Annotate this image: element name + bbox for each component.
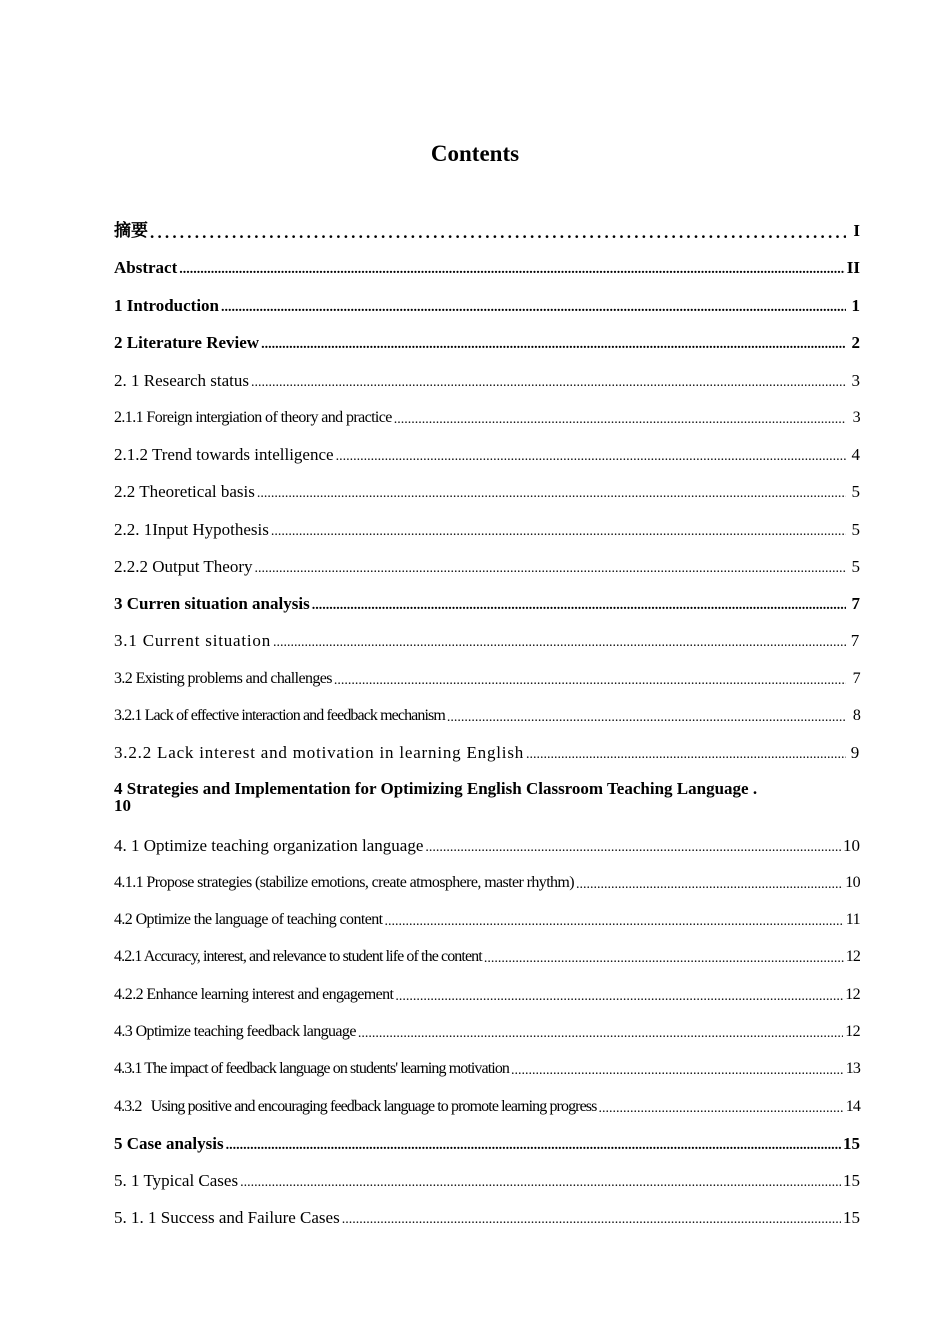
toc-entry-page: 15 (843, 1171, 860, 1190)
leader-dots (598, 1100, 843, 1118)
toc-entry-page: I (853, 221, 860, 240)
leader-dots (395, 988, 843, 1006)
toc-entry-page: 10 (843, 836, 860, 855)
toc-entry-label: 4.2 Optimize the language of teaching content (114, 911, 383, 928)
leader-dots (358, 1025, 843, 1043)
toc-entry-label: 3.2.2 Lack interest and motivation in learning English (114, 743, 525, 762)
toc-entry[interactable] (114, 517, 860, 541)
leader-dots (150, 224, 846, 242)
toc-entry-page: 1 (851, 296, 860, 315)
toc-entry[interactable] (114, 1056, 860, 1080)
toc-entry-page: 8 (852, 707, 860, 724)
toc-entry-page: 5 (851, 482, 860, 501)
toc-entry[interactable] (114, 218, 860, 242)
toc-entry-label: Abstract (114, 258, 178, 277)
toc-entry-label: 4.3.1 The impact of feedback language on students' learning motivation (114, 1060, 510, 1077)
leader-dots (484, 950, 844, 968)
leader-dots (384, 913, 843, 931)
leader-dots (511, 1062, 844, 1080)
page-title: Contents (430, 141, 520, 167)
toc-entry-label: 2.1.1 Foreign intergiation of theory and practice (114, 409, 392, 426)
toc-entry-page: II (846, 258, 860, 277)
toc-entry[interactable] (114, 591, 860, 615)
toc-entry[interactable] (114, 907, 860, 931)
toc-entry[interactable] (114, 368, 860, 392)
toc-entry[interactable] (114, 405, 860, 429)
toc-entry-page: 3 (852, 409, 860, 426)
toc-entry[interactable] (114, 1205, 860, 1229)
leader-dots (526, 746, 846, 764)
toc-entry-page: 14 (845, 1098, 860, 1115)
toc-entry-label: 5. 1. 1 Success and Failure Cases (114, 1208, 340, 1227)
toc-entry-label: 3.2.1 Lack of effective interaction and feedback mechanism (114, 707, 445, 724)
leader-dots (255, 560, 846, 578)
leader-dots (226, 1137, 841, 1155)
toc-entry-label: 1 Introduction (114, 296, 220, 315)
toc-entry[interactable] (114, 1094, 860, 1118)
toc-entry-label: 3.1 Current situation (114, 631, 272, 650)
leader-dots (394, 411, 846, 429)
toc-entry-page: 15 (843, 1134, 860, 1153)
toc-entry-label: 4.2.1 Accuracy, interest, and relevance to student life of the content (114, 948, 482, 965)
leader-dots (312, 597, 846, 615)
toc-entry-page: 7 (851, 594, 860, 613)
leader-dots (257, 485, 846, 503)
leader-dots (342, 1211, 841, 1229)
toc-entry-label: 2.2 Theoretical basis (114, 482, 255, 501)
leader-dots (271, 523, 846, 541)
toc-entry[interactable] (114, 293, 860, 317)
toc-entry-label: 2.2. 1Input Hypothesis (114, 520, 269, 539)
toc-entry[interactable] (114, 870, 860, 894)
leader-dots (240, 1174, 841, 1192)
toc-entry-label: 3.2 Existing problems and challenges (114, 670, 332, 687)
toc-entry-label: 4.1.1 Propose strategies (stabilize emotions, create atmosphere, master rhythm) (114, 874, 575, 891)
toc-entry-label: 2.2.2 Output Theory (114, 557, 253, 576)
toc-entry-label: 2.1.2 Trend towards intelligence (114, 445, 334, 464)
toc-entry[interactable] (114, 554, 860, 578)
leader-dots (221, 299, 846, 317)
toc-entry-label: 摘要 (114, 221, 148, 240)
leader-dots (261, 336, 846, 354)
leader-dots (576, 876, 843, 894)
toc-entry[interactable] (114, 833, 860, 857)
toc-entry[interactable] (114, 628, 860, 652)
toc-entry-label: 4.3.2 Using positive and encouraging feedback language to promote learning progress (114, 1098, 597, 1115)
toc-entry-page: 2 (851, 333, 860, 352)
toc-entry-page: 7 (850, 631, 860, 650)
toc-entry-label: 4.3 Optimize teaching feedback language (114, 1023, 356, 1040)
toc-entry-page: 10 (845, 874, 860, 891)
toc-entry-label: 3 Curren situation analysis (114, 594, 310, 613)
toc-entry-page: 4 (851, 445, 860, 464)
toc-entry[interactable] (114, 442, 860, 466)
toc-entry-page: 11 (845, 911, 860, 928)
toc-entry-label: 4.2.2 Enhance learning interest and engagement (114, 986, 394, 1003)
toc-entry[interactable] (114, 703, 860, 727)
toc-entry[interactable] (114, 1131, 860, 1155)
toc-entry[interactable] (114, 1019, 860, 1043)
toc-entry-page: 15 (843, 1208, 860, 1227)
leader-dots (179, 261, 845, 279)
toc-entry-label: 2. 1 Research status (114, 371, 250, 390)
toc-entry-page: 5 (851, 520, 860, 539)
toc-entry-page: 12 (845, 1023, 860, 1040)
toc-entry[interactable] (114, 944, 860, 968)
toc-entry[interactable] (114, 255, 860, 279)
toc-entry-page: 12 (845, 948, 860, 965)
toc-entry-label: 5 Case analysis (114, 1134, 224, 1153)
toc-entry-label: 4 Strategies and Implementation for Optimizing English Classroom Teaching Language . (114, 779, 758, 798)
toc-entry-page: 9 (850, 743, 860, 762)
toc-entry[interactable] (114, 982, 860, 1006)
toc-entry[interactable] (114, 740, 860, 764)
toc-entry-page: 7 (852, 670, 860, 687)
toc-entry-label: 5. 1 Typical Cases (114, 1171, 239, 1190)
leader-dots (251, 374, 846, 392)
leader-dots (336, 448, 846, 466)
toc-entry[interactable] (114, 1168, 860, 1192)
toc-entry[interactable] (114, 479, 860, 503)
toc-entry[interactable] (114, 666, 860, 690)
leader-dots (273, 634, 846, 652)
leader-dots (425, 839, 841, 857)
toc-entry-label: 2 Literature Review (114, 333, 260, 352)
toc-entry[interactable] (114, 780, 860, 824)
toc-entry-page: 5 (851, 557, 860, 576)
toc-entry-page: 13 (845, 1060, 860, 1077)
leader-dots (334, 672, 846, 690)
leader-dots (447, 709, 846, 727)
toc-entry-page: 10 (114, 796, 131, 815)
toc-entry[interactable] (114, 330, 860, 354)
toc-entry-label: 4. 1 Optimize teaching organization language (114, 836, 424, 855)
toc-entry-page: 12 (845, 986, 860, 1003)
toc-entry-page: 3 (851, 371, 860, 390)
